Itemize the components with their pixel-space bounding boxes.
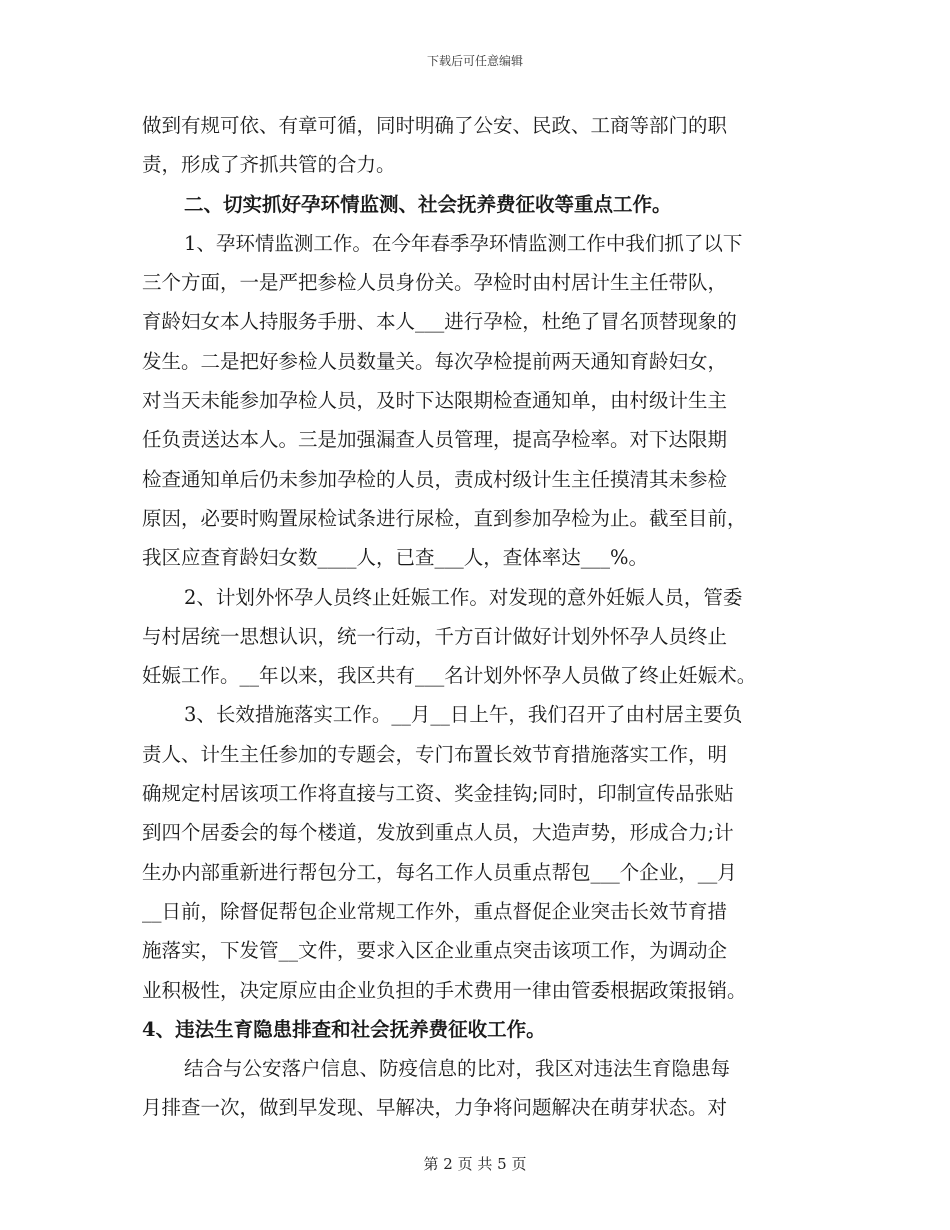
body-text-line: 到四个居委会的每个楼道，发放到重点人员，大造声势，形成合力;计 (142, 821, 734, 845)
body-text-line: 责人、计生主任参加的专题会，专门布置长效节育措施落实工作，明 (142, 742, 728, 766)
body-text-line: 生办内部重新进行帮包分工，每名工作人员重点帮包___个企业，__月 (142, 860, 737, 884)
body-text-line: 2、计划外怀孕人员终止妊娠工作。对发现的意外妊娠人员，管委 (184, 585, 743, 609)
page-number-footer: 第 2 页 共 5 页 (423, 1155, 527, 1173)
body-text-line: 育龄妇女本人持服务手册、本人___进行孕检，杜绝了冒名顶替现象的 (142, 310, 737, 334)
body-text-line: 与村居统一思想认识，统一行动，千方百计做好计划外怀孕人员终止 (142, 624, 728, 648)
body-text-line: 我区应查育龄妇女数____人，已查___人，查体率达___%。 (142, 546, 649, 570)
body-text-line: 检查通知单后仍未参加孕检的人员，责成村级计生主任摸清其未参检 (142, 467, 728, 491)
body-text-line: 做到有规可依、有章可循，同时明确了公安、民政、工商等部门的职 (142, 114, 728, 137)
body-text-line: 月排查一次，做到早发现、早解决，力争将问题解决在萌芽状态。对 (142, 1096, 728, 1120)
body-text-line: 原因，必要时购置尿检试条进行尿检，直到参加孕检为止。截至目前， (142, 506, 747, 530)
page-header-note: 下载后可任意编辑 (426, 54, 523, 68)
body-text-line: 确规定村居该项工作将直接与工资、奖金挂钩;同时，印制宣传品张贴 (142, 782, 734, 806)
body-text-line: 责，形成了齐抓共管的合力。 (142, 153, 396, 177)
body-text-line: 任负责送达本人。三是加强漏查人员管理，提高孕检率。对下达限期 (142, 428, 728, 452)
section-heading-line: 4、违法生育隐患排查和社会抚养费征收工作。 (142, 1017, 546, 1041)
body-text-line: 结合与公安落户信息、防疫信息的比对，我区对违法生育隐患每 (184, 1057, 731, 1081)
body-text-line: 3、长效措施落实工作。__月__日上午，我们召开了由村居主要负 (184, 703, 743, 727)
document-body (142, 106, 822, 1128)
body-text-line: 发生。二是把好参检人员数量关。每次孕检提前两天通知育龄妇女， (142, 349, 728, 373)
body-text-line: 1、孕环情监测工作。在今年春季孕环情监测工作中我们抓了以下 (184, 231, 743, 255)
body-text-line: 施落实，下发管__文件，要求入区企业重点突击该项工作，为调动企 (142, 939, 728, 963)
body-text-line: 对当天未能参加孕检人员，及时下达限期检查通知单，由村级计生主 (142, 389, 728, 413)
body-text-line: __日前，除督促帮包企业常规工作外，重点督促企业突击长效节育措 (142, 899, 728, 923)
body-text-line: 三个方面，一是严把参检人员身份关。孕检时由村居计生主任带队， (142, 271, 728, 295)
section-heading-line: 二、切实抓好孕环情监测、社会抚养费征收等重点工作。 (184, 192, 672, 216)
body-text-line: 妊娠工作。__年以来，我区共有___名计划外怀孕人员做了终止妊娠术。 (142, 664, 757, 688)
body-text-line: 业积极性，决定原应由企业负担的手术费用一律由管委根据政策报销。 (142, 978, 747, 1002)
